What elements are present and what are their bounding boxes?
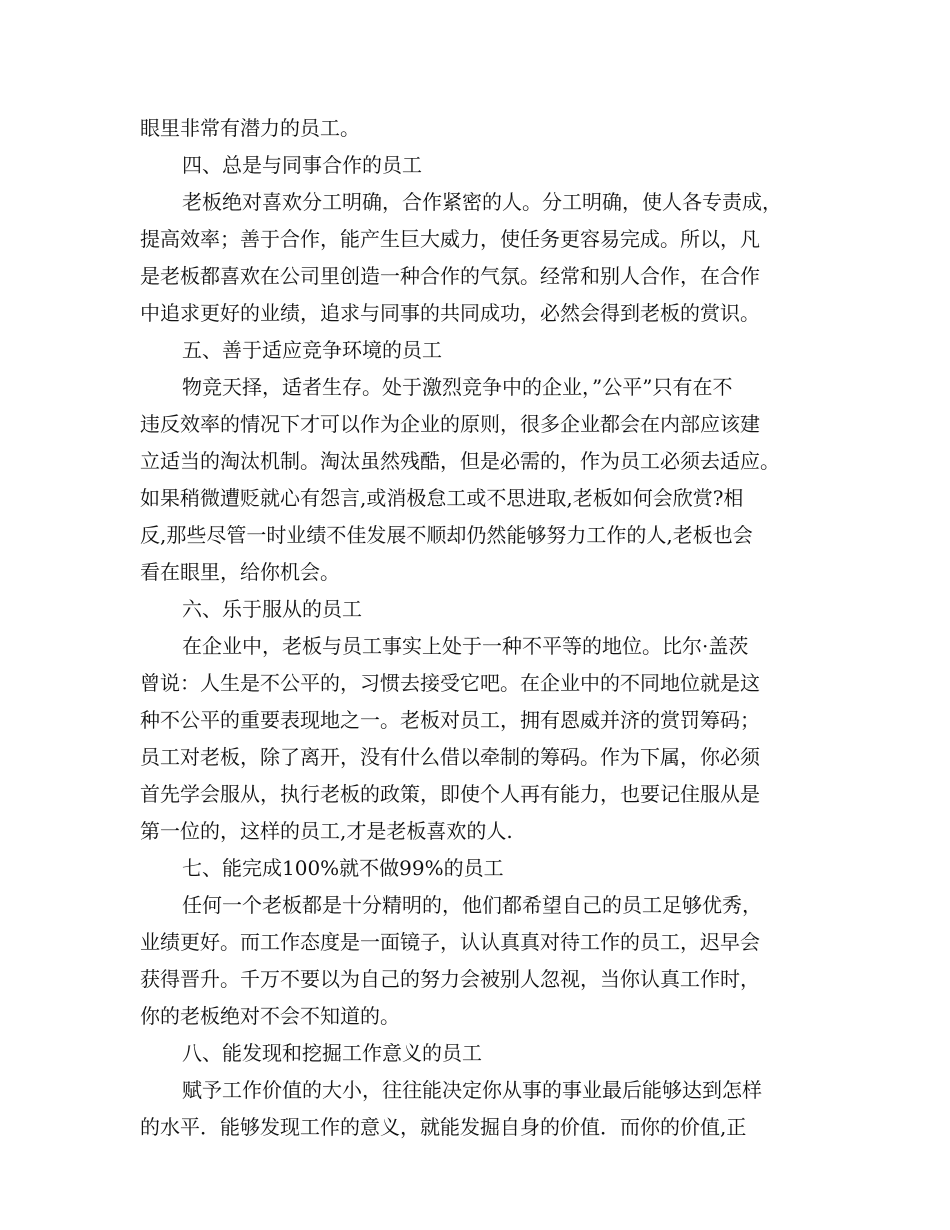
- text-line: 第一位的，这样的员工,才是老板喜欢的人.: [140, 819, 513, 843]
- text-line: 业绩更好。而工作态度是一面镜子，认认真真对待工作的员工，迟早会: [140, 930, 760, 954]
- text-line: 眼里非常有潜力的员工。: [140, 116, 360, 140]
- document-body: [140, 110, 830, 1146]
- paragraph-start-line: 赋予工作价值的大小，往往能决定你从事的事业最后能够达到怎样: [182, 1078, 762, 1102]
- text-line: 的水平．能够发现工作的意义，就能发掘自身的价值．而你的价值,正: [140, 1115, 747, 1139]
- paragraph-start-line: 六、乐于服从的员工: [182, 597, 362, 621]
- paragraph-start-line: 七、能完成100%就不做99%的员工: [182, 856, 504, 880]
- text-line: 员工对老板，除了离开，没有什么借以牵制的筹码。作为下属，你必须: [140, 745, 760, 769]
- paragraph-start-line: 五、善于适应竞争环境的员工: [182, 338, 442, 362]
- text-line: 反,那些尽管一时业绩不佳发展不顺却仍然能够努力工作的人,老板也会: [140, 523, 753, 547]
- paragraph-start-line: 四、总是与同事合作的员工: [182, 153, 422, 177]
- text-line: 曾说：人生是不公平的，习惯去接受它吧。在企业中的不同地位就是这: [140, 671, 760, 695]
- text-line: 你的老板绝对不会不知道的。: [140, 1004, 400, 1028]
- paragraph-start-line: 八、能发现和挖掘工作意义的员工: [182, 1041, 482, 1065]
- paragraph-start-line: 在企业中，老板与员工事实上处于一种不平等的地位。比尔·盖茨: [182, 634, 749, 658]
- text-line: 立适当的淘汰机制。淘汰虽然残酷，但是必需的，作为员工必须去适应。: [140, 449, 780, 473]
- text-line: 如果稍微遭贬就心有怨言,或消极怠工或不思进取,老板如何会欣赏?相: [140, 486, 744, 510]
- text-line: 看在眼里，给你机会。: [140, 560, 340, 584]
- paragraph-start-line: 任何一个老板都是十分精明的，他们都希望自己的员工足够优秀，: [182, 893, 762, 917]
- text-line: 中追求更好的业绩，追求与同事的共同成功，必然会得到老板的赏识。: [140, 301, 760, 325]
- text-line: 提高效率；善于合作，能产生巨大威力，使任务更容易完成。所以，凡: [140, 227, 760, 251]
- text-line: 种不公平的重要表现地之一。老板对员工，拥有恩威并济的赏罚筹码；: [140, 708, 760, 732]
- paragraph-start-line: 物竞天择，适者生存。处于激烈竞争中的企业，”公平”只有在不: [182, 375, 733, 399]
- text-line: 是老板都喜欢在公司里创造一种合作的气氛。经常和别人合作，在合作: [140, 264, 760, 288]
- paragraph-start-line: 老板绝对喜欢分工明确，合作紧密的人。分工明确，使人各专责成，: [182, 190, 782, 214]
- text-line: 违反效率的情况下才可以作为企业的原则，很多企业都会在内部应该建: [140, 412, 760, 436]
- text-line: 获得晋升。千万不要以为自己的努力会被别人忽视，当你认真工作时，: [140, 967, 760, 991]
- text-line: 首先学会服从，执行老板的政策，即使个人再有能力，也要记住服从是: [140, 782, 760, 806]
